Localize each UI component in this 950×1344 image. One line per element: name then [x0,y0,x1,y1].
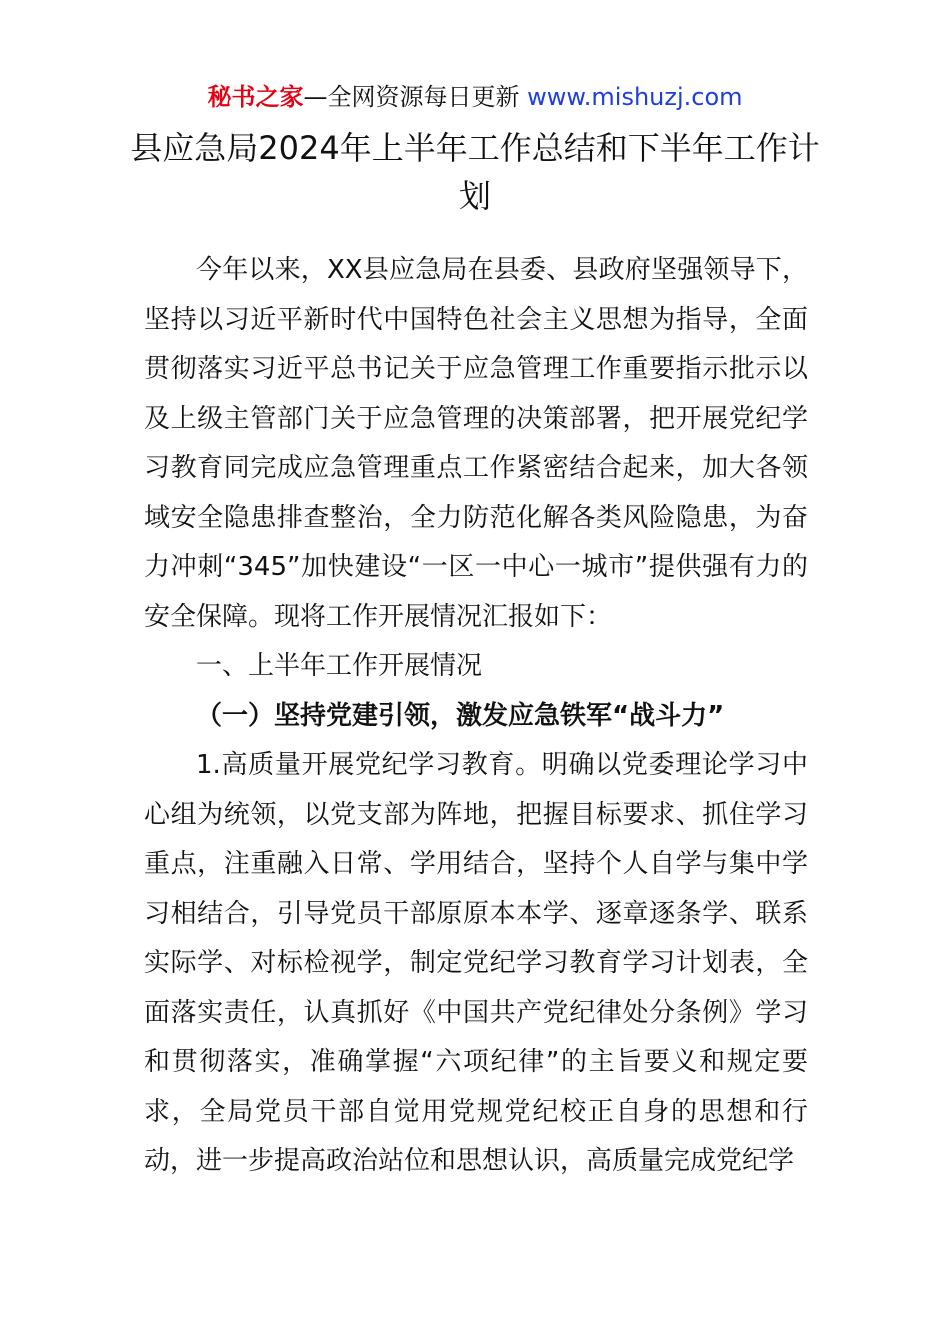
subsection-heading: （一）坚持党建引领，激发应急铁军“战斗力” [196,700,725,731]
intro-paragraph: 今年以来，XX县应急局在县委、县政府坚强领导下，坚持以习近平新时代中国特色社会主义思想为指导，全面贯彻落实习近平总书记关于应急管理工作重要指示批示以及上级主管部门关于应急管理的决策部署，把开展党纪学习教育同完成应急管理重点工作紧密结合起来，加大各领域安全隐患排查整治，全力防范化解各类风险隐患，为奋力冲刺“345”加快建设“一区一中心一城市”提供强有力的安全保障。现将工作开展情况汇报如下： [144,255,808,632]
watermark-url[interactable]: www.mishuzj.com [527,83,743,111]
watermark-header [0,80,950,114]
body-paragraph: 1.高质量开展党纪学习教育。明确以党委理论学习中心组为统领，以党支部为阵地，把握目标要求、抓住学习重点，注重融入日常、学用结合，坚持个人自学与集中学习相结合，引导党员干部原原本本学、逐章逐条学、联系实际学、对标检视学，制定党纪学习教育学习计划表，全面落实责任，认真抓好《中国共产党纪律处分条例》学习和贯彻落实，准确掌握“六项纪律”的主旨要义和规定要求，全局党员干部自觉用党规党纪校正自身的思想和行动，进一步提高政治站位和思想认识，高质量完成党纪学 [144,750,808,1176]
watermark-brand: 秘书之家 [207,83,304,111]
watermark-tagline: —全网资源每日更新 [303,83,520,111]
document-title: 县应急局2024年上半年工作总结和下半年工作计划 [130,129,820,215]
section-heading: 一、上半年工作开展情况 [196,651,483,681]
document-body [144,246,808,1187]
